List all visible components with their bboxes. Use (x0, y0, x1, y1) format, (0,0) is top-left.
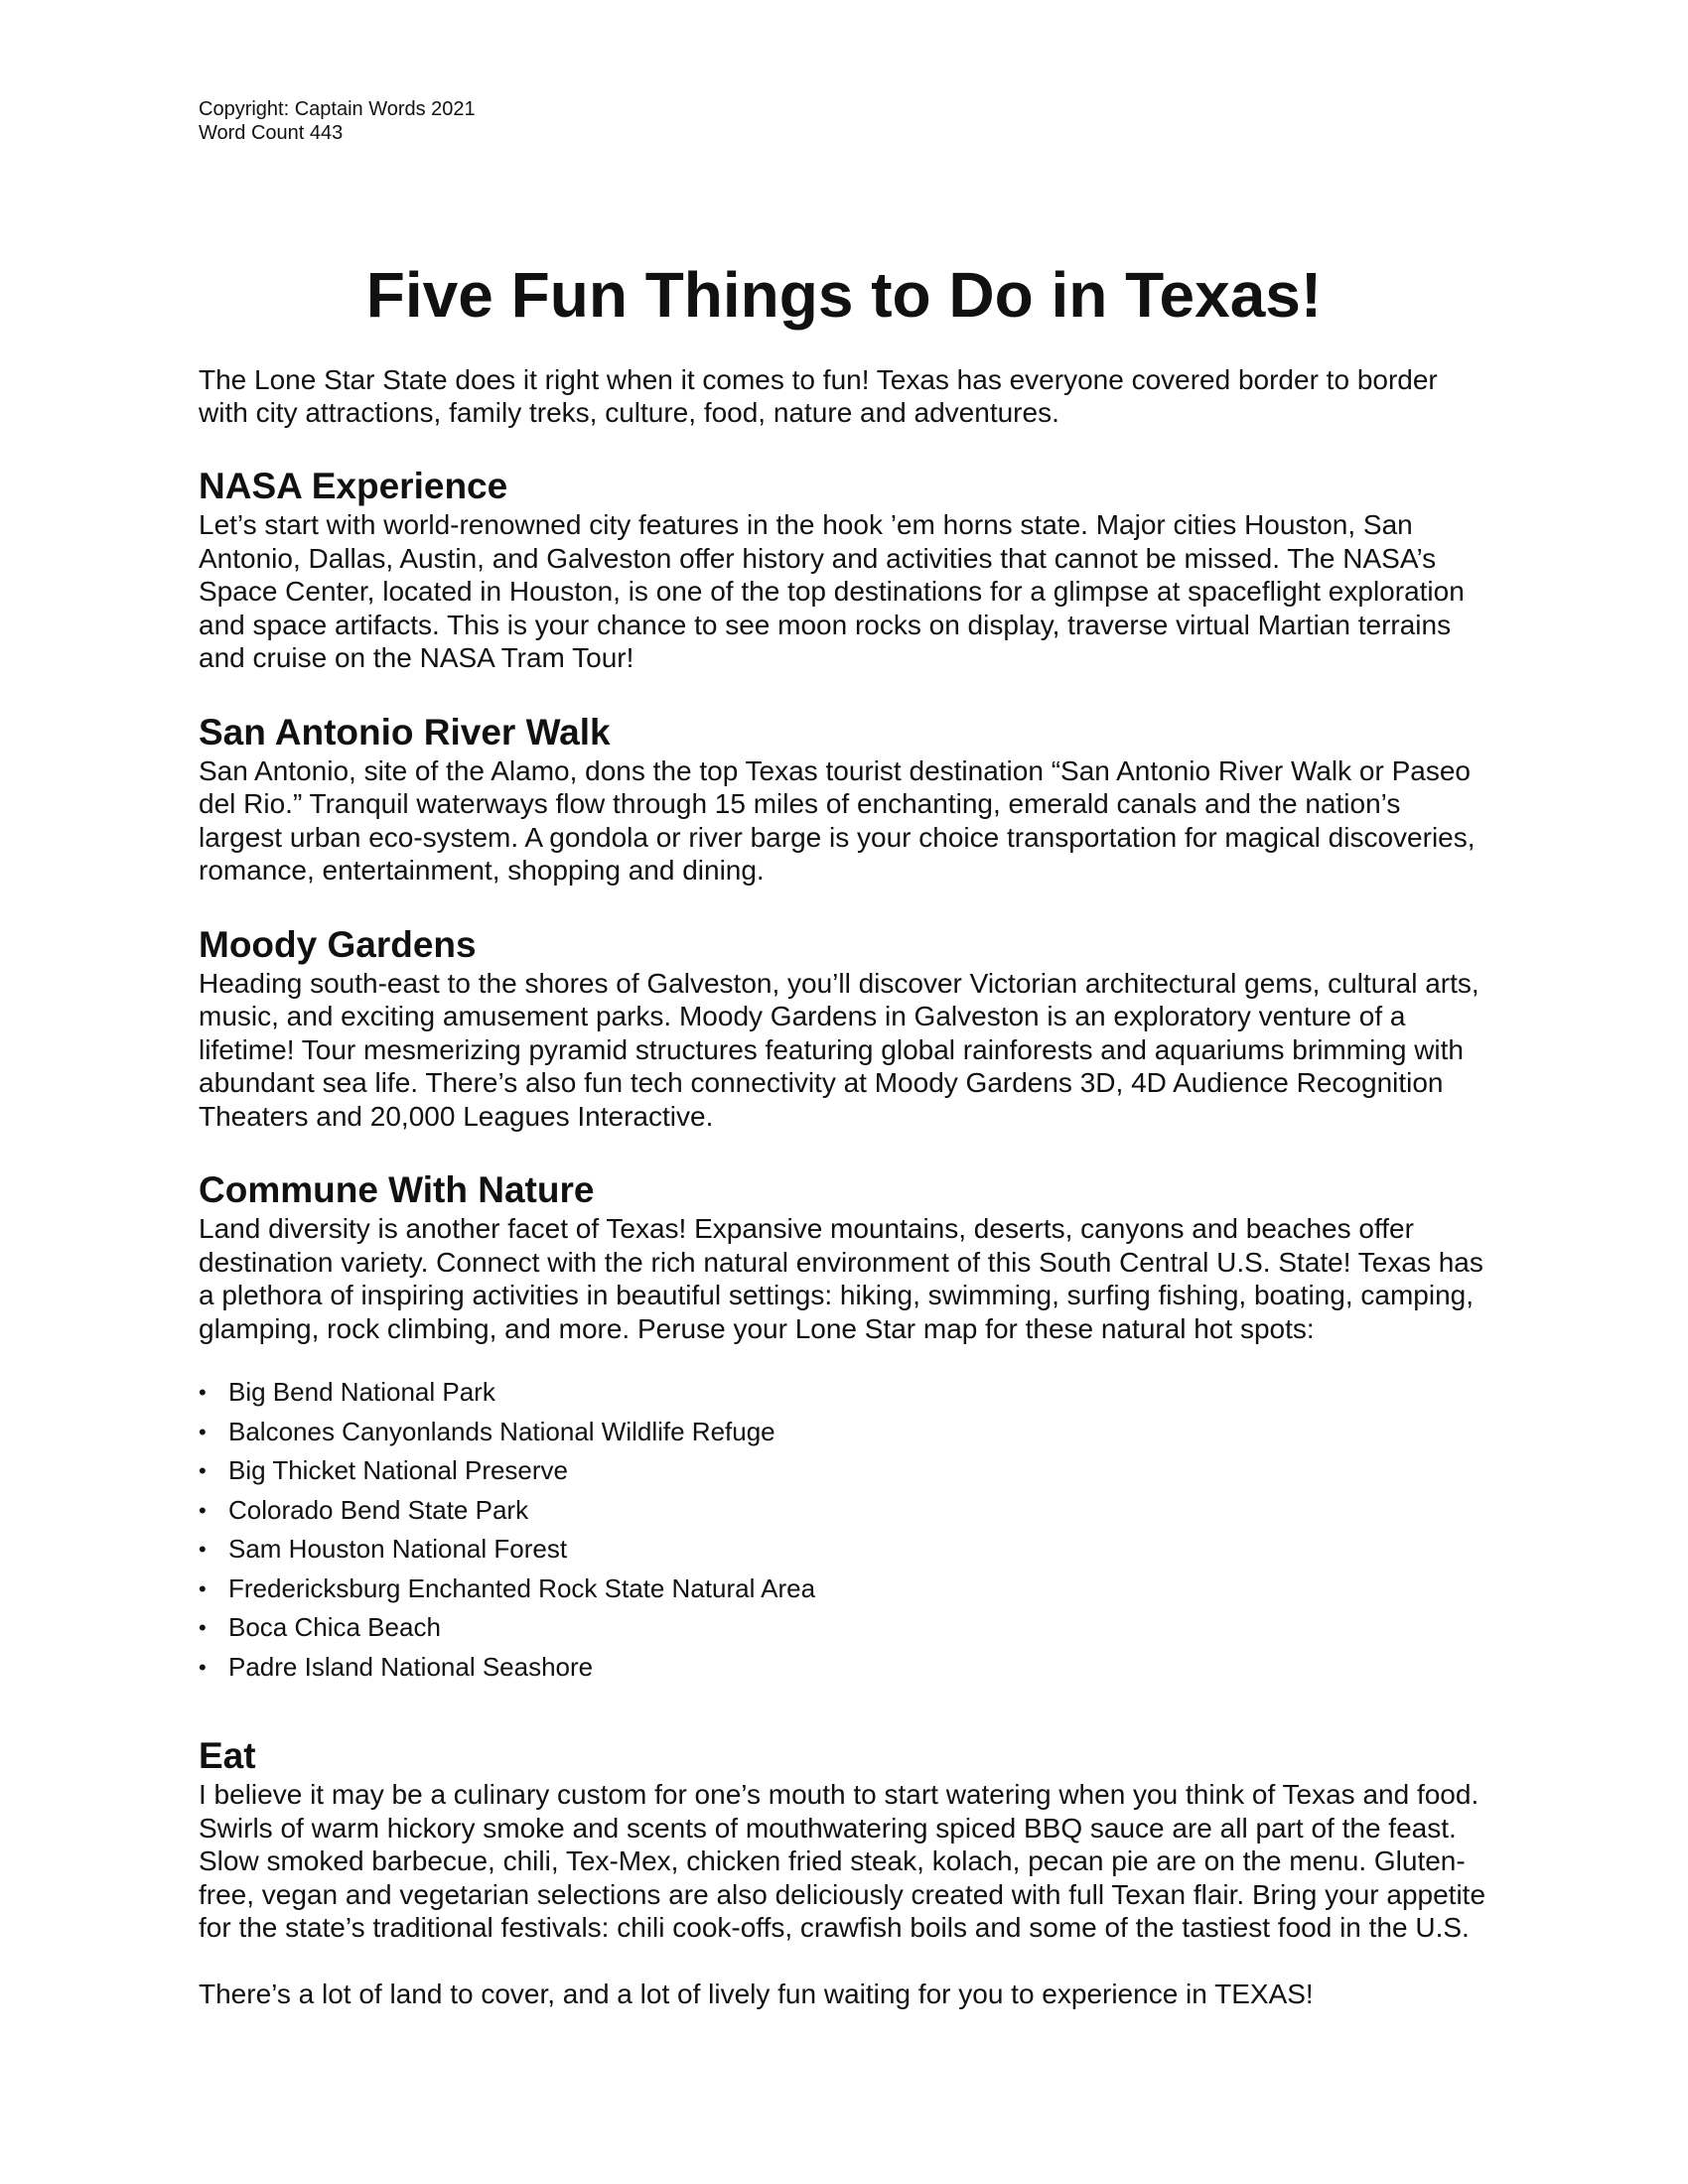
section-san-antonio-river-walk (199, 713, 1489, 887)
section-heading: Commune With Nature (199, 1169, 595, 1210)
list-item-label: Sam Houston National Forest (228, 1534, 568, 1564)
list-item (199, 1530, 1489, 1570)
list-item-label: Balcones Canyonlands National Wildlife Refuge (228, 1416, 775, 1446)
section-heading: Eat (199, 1735, 256, 1776)
list-item (199, 1648, 1489, 1688)
section-nasa-experience (199, 467, 1489, 675)
section-heading: Moody Gardens (199, 923, 477, 965)
copyright-line: Copyright: Captain Words 2021 (199, 98, 476, 120)
section-heading: NASA Experience (199, 466, 508, 506)
section-body: I believe it may be a culinary custom for one’s mouth to start watering when you think of Texas and food. Swirls of warm hickory smoke and scents of mouthwatering spiced BBQ sauce are all part of the feast. Slow smoked barbecue, chili, Tex-Mex, chicken fried steak, kolach, pecan pie are on the menu. Gluten-free, vegan and vegetarian selections are also deliciously created with full Texan flair. Bring your appetite for the state’s traditional festivals: chili cook-offs, crawfish boils and some of the tastiest food in the U.S. (199, 1779, 1486, 1943)
list-item-label: Boca Chica Beach (228, 1612, 441, 1642)
section-commune-with-nature (199, 1170, 1489, 1345)
bullet-icon: • (199, 1654, 207, 1680)
section-body: Heading south-east to the shores of Galveston, you’ll discover Victorian architectural gems, cultural arts, music, and exciting amusement parks. Moody Gardens in Galveston is an exploratory venture of a lifetime! Tour mesmerizing pyramid structures featuring global rainforests and aquariums brimming with abundant sea life. There’s also fun tech connectivity at Moody Gardens 3D, 4D Audience Recognition Theaters and 20,000 Leagues Interactive. (199, 967, 1479, 1132)
bullet-icon: • (199, 1575, 207, 1601)
document-page (199, 97, 1489, 2010)
page-title: Five Fun Things to Do in Texas! (365, 259, 1323, 331)
section-body: San Antonio, site of the Alamo, dons the top Texas tourist destination “San Antonio River Walk or Paseo del Rio.” Tranquil waterways flow through 15 miles of enchanting, emerald canals and the nation’s largest urban eco-system. A gondola or river barge is your choice transportation for magical discoveries, romance, entertainment, shopping and dining. (199, 754, 1476, 886)
list-item-label: Fredericksburg Enchanted Rock State Natural Area (228, 1572, 816, 1603)
bullet-icon: • (199, 1497, 207, 1523)
section-body: Land diversity is another facet of Texas! Expansive mountains, deserts, canyons and beaches offer destination variety. Connect with the rich natural environment of this South Central U.S. State! Texas has a plethora of inspiring activities in beautiful settings: hiking, swimming, surfing fishing, boating, camping, glamping, rock climbing, and more. Peruse your Lone Star map for these natural hot spots: (199, 1213, 1483, 1344)
bullet-icon: • (199, 1615, 207, 1640)
hot-spots-list (199, 1373, 1489, 1687)
section-heading: San Antonio River Walk (199, 711, 611, 752)
intro-paragraph: The Lone Star State does it right when it comes to fun! Texas has everyone covered border to border with city attractions, family treks, culture, food, nature and adventures. (199, 364, 1438, 428)
bullet-icon: • (199, 1458, 207, 1483)
bullet-icon: • (199, 1537, 207, 1562)
list-item-label: Colorado Bend State Park (228, 1494, 529, 1525)
list-item (199, 1373, 1489, 1413)
list-item (199, 1451, 1489, 1491)
section-body: Let’s start with world-renowned city features in the hook ’em horns state. Major cities Houston, San Antonio, Dallas, Austin, and Galveston offer history and activities that cannot be missed. The NASA’s Space Center, located in Houston, is one of the top destinations for a glimpse at spaceflight exploration and space artifacts. This is your chance to see moon rocks on display, traverse virtual Martian terrains and cruise on the NASA Tram Tour! (199, 509, 1465, 673)
list-item (199, 1608, 1489, 1648)
closing-paragraph: There’s a lot of land to cover, and a lot of lively fun waiting for you to experience in TEXAS! (199, 1978, 1314, 2009)
section-moody-gardens (199, 925, 1489, 1134)
bullet-icon: • (199, 1419, 207, 1444)
bullet-icon: • (199, 1380, 207, 1405)
list-item-label: Big Thicket National Preserve (228, 1455, 569, 1485)
list-item (199, 1570, 1489, 1609)
list-item (199, 1413, 1489, 1452)
list-item-label: Padre Island National Seashore (228, 1651, 594, 1682)
list-item (199, 1491, 1489, 1531)
list-item-label: Big Bend National Park (228, 1377, 495, 1407)
word-count-line: Word Count 443 (199, 122, 344, 144)
section-eat (199, 1736, 1489, 1945)
